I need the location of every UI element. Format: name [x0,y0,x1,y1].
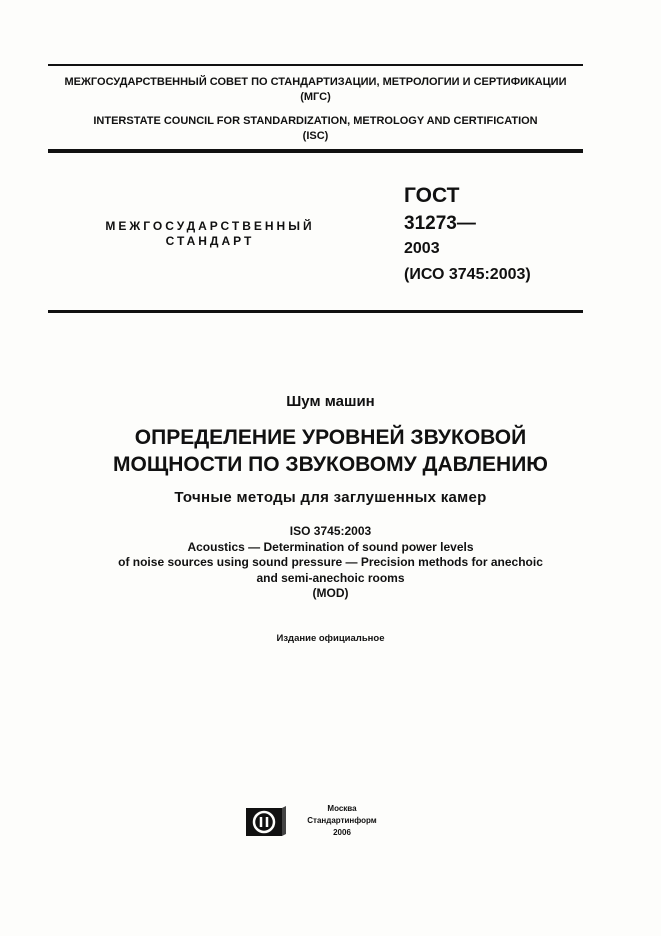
council-ru [48,75,583,105]
council-en-name: INTERSTATE COUNCIL FOR STANDARDIZATION, METROLOGY AND CERTIFICATION [93,115,538,127]
publisher-name: Стандартинформ [307,816,377,825]
council-ru-name: МЕЖГОСУДАРСТВЕННЫЙ СОВЕТ ПО СТАНДАРТИЗАЦИИ, МЕТРОЛОГИИ И СЕРТИФИКАЦИИ [64,76,567,88]
iso-title-line1: Acoustics — Determination of sound power levels [187,539,474,554]
standard-type-line1: МЕЖГОСУДАРСТВЕННЫЙ [105,219,315,233]
header-rule-thick [48,149,583,153]
publisher-logo-icon [246,806,286,838]
iso-mod: (MOD) [312,586,349,600]
gost-year: 2003 [404,240,440,257]
council-en-abbr: (ISC) [302,130,329,142]
iso-code: ISO 3745:2003 [289,524,372,538]
standard-type [95,219,325,249]
council-en [48,114,583,144]
standard-type-line2: СТАНДАРТ [165,234,255,248]
subject-title: Шум машин [286,393,375,410]
main-title [48,424,613,478]
subtitle: Точные методы для заглушенных камер [174,489,487,506]
iso-title-line2: of noise sources using sound pressure — Precision methods for anechoic [118,555,543,569]
publisher-year: 2006 [333,828,351,837]
edition-note: Издание официальное [276,633,385,644]
council-ru-abbr: (МГС) [300,91,331,103]
iso-title-line3: and semi-anechoic rooms [256,570,405,585]
gost-iso-ref: (ИСО 3745:2003) [404,266,531,283]
publisher-imprint [292,803,392,839]
top-rule-thin [48,64,583,66]
designation-rule-thick [48,310,583,313]
publisher-city: Москва [327,804,357,813]
gost-number: 31273— [404,213,476,234]
iso-block [48,524,613,602]
main-title-line2: МОЩНОСТИ ПО ЗВУКОВОМУ ДАВЛЕНИЮ [113,453,548,476]
gost-label: ГОСТ [404,184,460,207]
main-title-line1: ОПРЕДЕЛЕНИЕ УРОВНЕЙ ЗВУКОВОЙ [134,426,527,449]
